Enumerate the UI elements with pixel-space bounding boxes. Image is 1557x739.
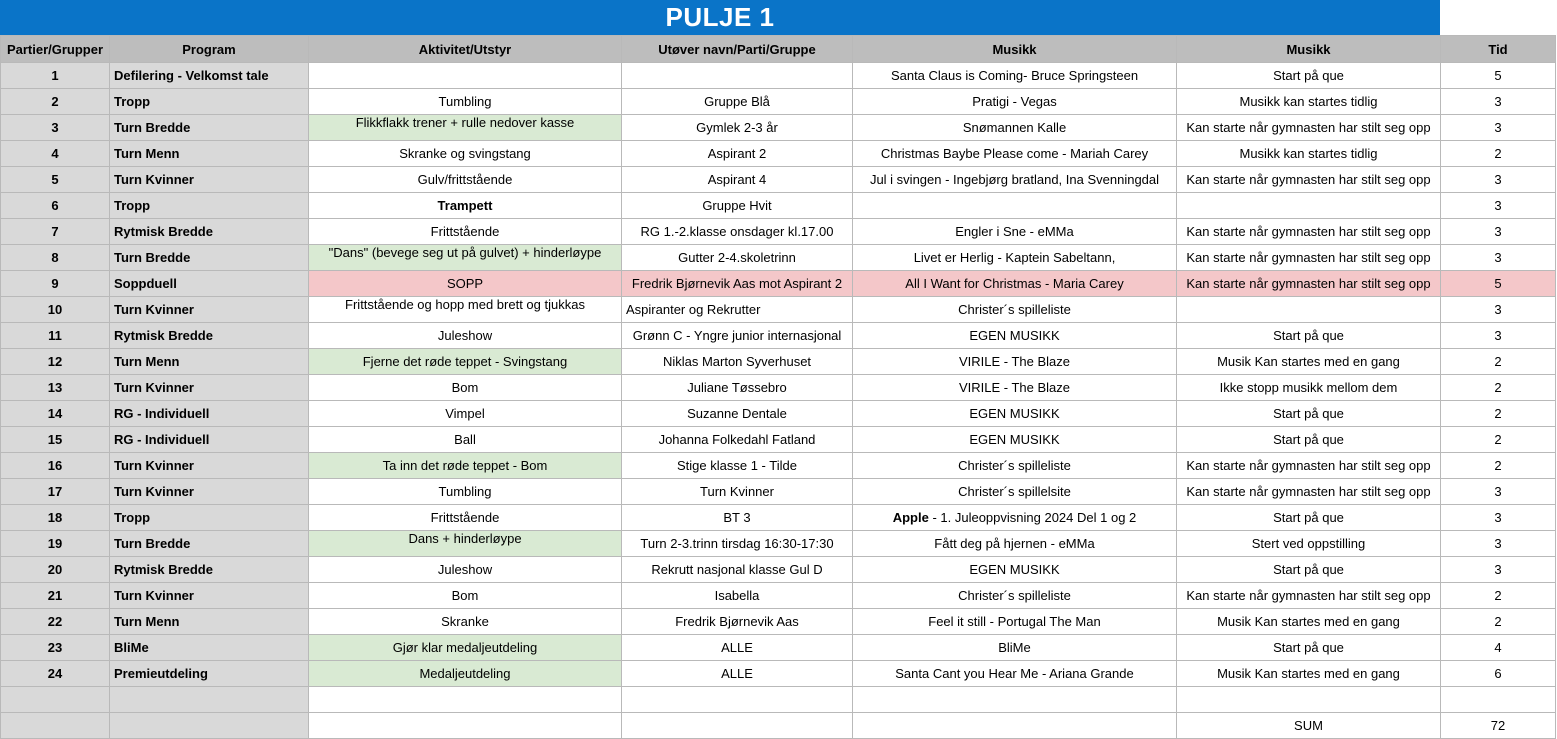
table-row bbox=[1, 401, 1556, 427]
musikk-2-cell[interactable]: Start på que bbox=[1177, 505, 1441, 531]
musikk-cell[interactable]: EGEN MUSIKK bbox=[853, 557, 1177, 583]
utover-cell[interactable]: Gymlek 2-3 år bbox=[622, 115, 853, 141]
table-row bbox=[1, 661, 1556, 687]
program-cell[interactable]: BliMe bbox=[110, 635, 309, 661]
tid-cell[interactable]: 3 bbox=[1441, 245, 1556, 271]
musikk-cell[interactable]: EGEN MUSIKK bbox=[853, 427, 1177, 453]
program-cell[interactable]: Turn Menn bbox=[110, 141, 309, 167]
header-row bbox=[1, 36, 1556, 63]
program-cell[interactable]: Turn Kvinner bbox=[110, 375, 309, 401]
musikk-cell[interactable]: Feel it still - Portugal The Man bbox=[853, 609, 1177, 635]
program-cell[interactable]: Soppduell bbox=[110, 271, 309, 297]
musikk-2-cell[interactable]: Kan starte når gymnasten har stilt seg opp bbox=[1177, 479, 1441, 505]
program-cell[interactable]: Turn Kvinner bbox=[110, 453, 309, 479]
table-row bbox=[1, 349, 1556, 375]
utover-cell[interactable]: Johanna Folkedahl Fatland bbox=[622, 427, 853, 453]
musikk-2-cell[interactable]: Stert ved oppstilling bbox=[1177, 531, 1441, 557]
tid-cell[interactable]: 3 bbox=[1441, 479, 1556, 505]
musikk-cell[interactable]: Christer´s spilleliste bbox=[853, 453, 1177, 479]
musikk-2-cell[interactable]: Musikk kan startes tidlig bbox=[1177, 141, 1441, 167]
musikk-cell[interactable]: Santa Claus is Coming- Bruce Springsteen bbox=[853, 63, 1177, 89]
musikk-2-cell[interactable]: Start på que bbox=[1177, 323, 1441, 349]
utover-cell[interactable]: Juliane Tøssebro bbox=[622, 375, 853, 401]
empty-cell[interactable] bbox=[853, 687, 1177, 713]
aktivitet-cell[interactable]: Juleshow bbox=[309, 557, 622, 583]
tid-cell[interactable]: 2 bbox=[1441, 375, 1556, 401]
row-number[interactable]: 15 bbox=[1, 427, 110, 453]
empty-cell[interactable] bbox=[622, 687, 853, 713]
aktivitet-cell[interactable]: Flikkflakk trener + rulle nedover kasse bbox=[309, 115, 622, 141]
utover-cell[interactable] bbox=[622, 63, 853, 89]
row-number[interactable]: 5 bbox=[1, 167, 110, 193]
aktivitet-cell[interactable]: Frittstående og hopp med brett og tjukkas bbox=[309, 297, 622, 323]
empty-cell[interactable] bbox=[622, 713, 853, 739]
tid-cell[interactable]: 3 bbox=[1441, 193, 1556, 219]
aktivitet-cell[interactable]: Skranke bbox=[309, 609, 622, 635]
aktivitet-cell[interactable]: Skranke og svingstang bbox=[309, 141, 622, 167]
table-row bbox=[1, 245, 1556, 271]
musikk-cell[interactable]: Christer´s spillelsite bbox=[853, 479, 1177, 505]
empty-cell[interactable] bbox=[1, 687, 110, 713]
col-header-utover[interactable]: Utøver navn/Parti/Gruppe bbox=[622, 36, 853, 63]
aktivitet-cell[interactable]: Medaljeutdeling bbox=[309, 661, 622, 687]
musikk-cell[interactable] bbox=[853, 193, 1177, 219]
utover-cell[interactable]: Aspirant 2 bbox=[622, 141, 853, 167]
col-header-musikk-2[interactable]: Musikk bbox=[1177, 36, 1441, 63]
row-number[interactable]: 16 bbox=[1, 453, 110, 479]
musikk-2-cell[interactable] bbox=[1177, 297, 1441, 323]
table-row bbox=[1, 115, 1556, 141]
row-number[interactable]: 11 bbox=[1, 323, 110, 349]
aktivitet-cell[interactable]: Bom bbox=[309, 375, 622, 401]
musikk-2-cell[interactable] bbox=[1177, 193, 1441, 219]
table-row bbox=[1, 271, 1556, 297]
aktivitet-cell[interactable]: Gulv/frittstående bbox=[309, 167, 622, 193]
table-row bbox=[1, 453, 1556, 479]
aktivitet-cell[interactable]: Bom bbox=[309, 583, 622, 609]
row-number[interactable]: 21 bbox=[1, 583, 110, 609]
utover-cell[interactable]: Aspirant 4 bbox=[622, 167, 853, 193]
table-row bbox=[1, 63, 1556, 89]
tid-cell[interactable]: 5 bbox=[1441, 63, 1556, 89]
musikk-2-cell[interactable]: Start på que bbox=[1177, 557, 1441, 583]
row-number[interactable]: 4 bbox=[1, 141, 110, 167]
program-cell[interactable]: Turn Kvinner bbox=[110, 297, 309, 323]
tid-cell[interactable]: 3 bbox=[1441, 531, 1556, 557]
program-cell[interactable]: Turn Kvinner bbox=[110, 167, 309, 193]
tid-cell[interactable]: 4 bbox=[1441, 635, 1556, 661]
musikk-cell[interactable]: Engler i Sne - eMMa bbox=[853, 219, 1177, 245]
utover-cell[interactable]: Isabella bbox=[622, 583, 853, 609]
musikk-text: - 1. Juleoppvisning 2024 Del 1 og 2 bbox=[928, 510, 1137, 525]
utover-cell[interactable]: BT 3 bbox=[622, 505, 853, 531]
aktivitet-cell[interactable]: "Dans" (bevege seg ut på gulvet) + hinderløype bbox=[309, 245, 622, 271]
sum-label[interactable]: SUM bbox=[1177, 713, 1441, 739]
utover-cell[interactable]: Gruppe Blå bbox=[622, 89, 853, 115]
tid-cell[interactable]: 6 bbox=[1441, 661, 1556, 687]
col-header-musikk[interactable]: Musikk bbox=[853, 36, 1177, 63]
tid-cell[interactable]: 2 bbox=[1441, 141, 1556, 167]
musikk-cell[interactable] bbox=[853, 505, 1177, 531]
sum-value[interactable]: 72 bbox=[1441, 713, 1556, 739]
tid-cell[interactable]: 3 bbox=[1441, 167, 1556, 193]
table-row bbox=[1, 89, 1556, 115]
musikk-2-cell[interactable]: Musik Kan startes med en gang bbox=[1177, 609, 1441, 635]
table-row bbox=[1, 479, 1556, 505]
row-number[interactable]: 19 bbox=[1, 531, 110, 557]
musikk-cell[interactable]: EGEN MUSIKK bbox=[853, 323, 1177, 349]
aktivitet-cell[interactable]: Juleshow bbox=[309, 323, 622, 349]
aktivitet-cell[interactable]: Ta inn det røde teppet - Bom bbox=[309, 453, 622, 479]
program-cell[interactable]: Tropp bbox=[110, 193, 309, 219]
row-number[interactable]: 18 bbox=[1, 505, 110, 531]
row-number[interactable]: 6 bbox=[1, 193, 110, 219]
row-number[interactable]: 10 bbox=[1, 297, 110, 323]
aktivitet-cell[interactable]: Tumbling bbox=[309, 479, 622, 505]
program-cell[interactable]: Defilering - Velkomst tale bbox=[110, 63, 309, 89]
utover-cell[interactable]: RG 1.-2.klasse onsdager kl.17.00 bbox=[622, 219, 853, 245]
musikk-2-cell[interactable]: Kan starte når gymnasten har stilt seg opp bbox=[1177, 167, 1441, 193]
musikk-cell[interactable]: Snømannen Kalle bbox=[853, 115, 1177, 141]
tid-cell[interactable]: 3 bbox=[1441, 89, 1556, 115]
program-cell[interactable]: RG - Individuell bbox=[110, 401, 309, 427]
aktivitet-cell[interactable]: Dans + hinderløype bbox=[309, 531, 622, 557]
tid-cell[interactable]: 2 bbox=[1441, 453, 1556, 479]
musikk-2-cell[interactable]: Kan starte når gymnasten har stilt seg opp bbox=[1177, 219, 1441, 245]
musikk-2-cell[interactable]: Kan starte når gymnasten har stilt seg opp bbox=[1177, 115, 1441, 141]
row-number[interactable]: 12 bbox=[1, 349, 110, 375]
program-cell[interactable]: Turn Menn bbox=[110, 349, 309, 375]
empty-cell[interactable] bbox=[1441, 687, 1556, 713]
table-row bbox=[1, 323, 1556, 349]
musikk-2-cell[interactable]: Start på que bbox=[1177, 635, 1441, 661]
aktivitet-cell[interactable]: Tumbling bbox=[309, 89, 622, 115]
musikk-cell[interactable]: Christer´s spilleliste bbox=[853, 583, 1177, 609]
utover-cell[interactable]: Niklas Marton Syverhuset bbox=[622, 349, 853, 375]
musikk-cell[interactable]: Santa Cant you Hear Me - Ariana Grande bbox=[853, 661, 1177, 687]
musikk-cell[interactable]: Livet er Herlig - Kaptein Sabeltann, bbox=[853, 245, 1177, 271]
musikk-2-cell[interactable]: Musik Kan startes med en gang bbox=[1177, 661, 1441, 687]
program-cell[interactable]: Tropp bbox=[110, 89, 309, 115]
table-row bbox=[1, 193, 1556, 219]
tid-cell[interactable]: 2 bbox=[1441, 349, 1556, 375]
utover-cell[interactable]: Suzanne Dentale bbox=[622, 401, 853, 427]
empty-cell[interactable] bbox=[309, 687, 622, 713]
row-number[interactable]: 24 bbox=[1, 661, 110, 687]
sheet-title: PULJE 1 bbox=[0, 0, 1440, 35]
row-number[interactable]: 9 bbox=[1, 271, 110, 297]
musikk-cell[interactable]: VIRILE - The Blaze bbox=[853, 375, 1177, 401]
tid-cell[interactable]: 2 bbox=[1441, 427, 1556, 453]
utover-cell[interactable]: Grønn C - Yngre junior internasjonal bbox=[622, 323, 853, 349]
program-cell[interactable]: Turn Bredde bbox=[110, 531, 309, 557]
aktivitet-cell[interactable]: Frittstående bbox=[309, 219, 622, 245]
utover-cell[interactable]: Turn Kvinner bbox=[622, 479, 853, 505]
table-row bbox=[1, 167, 1556, 193]
program-cell[interactable]: Turn Kvinner bbox=[110, 583, 309, 609]
table-row bbox=[1, 635, 1556, 661]
col-header-program[interactable]: Program bbox=[110, 36, 309, 63]
aktivitet-cell[interactable]: SOPP bbox=[309, 271, 622, 297]
col-header-tid[interactable]: Tid bbox=[1441, 36, 1556, 63]
tid-cell[interactable]: 2 bbox=[1441, 609, 1556, 635]
utover-cell[interactable]: Fredrik Bjørnevik Aas mot Aspirant 2 bbox=[622, 271, 853, 297]
musikk-2-cell[interactable]: Start på que bbox=[1177, 401, 1441, 427]
table-row bbox=[1, 583, 1556, 609]
row-number[interactable]: 23 bbox=[1, 635, 110, 661]
aktivitet-cell[interactable] bbox=[309, 63, 622, 89]
musikk-cell[interactable]: Fått deg på hjernen - eMMa bbox=[853, 531, 1177, 557]
program-cell[interactable]: Rytmisk Bredde bbox=[110, 323, 309, 349]
row-number[interactable]: 8 bbox=[1, 245, 110, 271]
aktivitet-cell[interactable]: Ball bbox=[309, 427, 622, 453]
row-number[interactable]: 3 bbox=[1, 115, 110, 141]
musikk-2-cell[interactable]: Kan starte når gymnasten har stilt seg opp bbox=[1177, 583, 1441, 609]
table-row bbox=[1, 531, 1556, 557]
row-number[interactable]: 7 bbox=[1, 219, 110, 245]
utover-cell[interactable]: Stige klasse 1 - Tilde bbox=[622, 453, 853, 479]
table-row bbox=[1, 297, 1556, 323]
musikk-cell[interactable]: Jul i svingen - Ingebjørg bratland, Ina Svenningdal bbox=[853, 167, 1177, 193]
program-cell[interactable]: Premieutdeling bbox=[110, 661, 309, 687]
program-cell[interactable]: Turn Bredde bbox=[110, 115, 309, 141]
row-number[interactable]: 1 bbox=[1, 63, 110, 89]
tid-cell[interactable]: 3 bbox=[1441, 505, 1556, 531]
row-number[interactable]: 2 bbox=[1, 89, 110, 115]
tid-cell[interactable]: 3 bbox=[1441, 219, 1556, 245]
musikk-cell[interactable]: Christer´s spilleliste bbox=[853, 297, 1177, 323]
tid-cell[interactable]: 3 bbox=[1441, 557, 1556, 583]
program-cell[interactable]: Rytmisk Bredde bbox=[110, 557, 309, 583]
empty-cell[interactable] bbox=[309, 713, 622, 739]
musikk-2-cell[interactable]: Start på que bbox=[1177, 427, 1441, 453]
utover-cell[interactable]: Turn 2-3.trinn tirsdag 16:30-17:30 bbox=[622, 531, 853, 557]
schedule-table bbox=[0, 35, 1556, 739]
program-cell[interactable]: Rytmisk Bredde bbox=[110, 219, 309, 245]
empty-cell[interactable] bbox=[1177, 687, 1441, 713]
empty-cell[interactable] bbox=[853, 713, 1177, 739]
utover-cell[interactable]: ALLE bbox=[622, 635, 853, 661]
musikk-2-cell[interactable]: Start på que bbox=[1177, 63, 1441, 89]
musikk-cell[interactable]: All I Want for Christmas - Maria Carey bbox=[853, 271, 1177, 297]
program-cell[interactable]: RG - Individuell bbox=[110, 427, 309, 453]
col-header-partier[interactable]: Partier/Grupper bbox=[1, 36, 110, 63]
musikk-2-cell[interactable]: Kan starte når gymnasten har stilt seg opp bbox=[1177, 453, 1441, 479]
row-number[interactable]: 22 bbox=[1, 609, 110, 635]
sum-row bbox=[1, 713, 1556, 739]
aktivitet-cell[interactable]: Vimpel bbox=[309, 401, 622, 427]
table-row bbox=[1, 219, 1556, 245]
row-number[interactable]: 13 bbox=[1, 375, 110, 401]
row-number[interactable]: 14 bbox=[1, 401, 110, 427]
row-number[interactable]: 20 bbox=[1, 557, 110, 583]
table-row bbox=[1, 505, 1556, 531]
aktivitet-cell[interactable]: Frittstående bbox=[309, 505, 622, 531]
utover-cell[interactable]: Aspiranter og Rekrutter bbox=[622, 297, 853, 323]
table-row bbox=[1, 141, 1556, 167]
musikk-cell[interactable]: VIRILE - The Blaze bbox=[853, 349, 1177, 375]
musikk-2-cell[interactable]: Ikke stopp musikk mellom dem bbox=[1177, 375, 1441, 401]
tid-cell[interactable]: 2 bbox=[1441, 401, 1556, 427]
row-number[interactable]: 17 bbox=[1, 479, 110, 505]
col-header-aktivitet[interactable]: Aktivitet/Utstyr bbox=[309, 36, 622, 63]
musikk-cell[interactable]: EGEN MUSIKK bbox=[853, 401, 1177, 427]
program-cell[interactable]: Turn Menn bbox=[110, 609, 309, 635]
utover-cell[interactable]: Gruppe Hvit bbox=[622, 193, 853, 219]
empty-cell[interactable] bbox=[1, 713, 110, 739]
tid-cell[interactable]: 5 bbox=[1441, 271, 1556, 297]
musikk-2-cell[interactable]: Kan starte når gymnasten har stilt seg opp bbox=[1177, 271, 1441, 297]
tid-cell[interactable]: 3 bbox=[1441, 297, 1556, 323]
table-row bbox=[1, 557, 1556, 583]
aktivitet-cell[interactable]: Fjerne det røde teppet - Svingstang bbox=[309, 349, 622, 375]
program-cell[interactable]: Turn Bredde bbox=[110, 245, 309, 271]
musikk-cell[interactable]: BliMe bbox=[853, 635, 1177, 661]
musikk-2-cell[interactable]: Kan starte når gymnasten har stilt seg opp bbox=[1177, 245, 1441, 271]
table-row bbox=[1, 375, 1556, 401]
musikk-cell[interactable]: Pratigi - Vegas bbox=[853, 89, 1177, 115]
utover-cell[interactable]: ALLE bbox=[622, 661, 853, 687]
aktivitet-cell[interactable]: Gjør klar medaljeutdeling bbox=[309, 635, 622, 661]
aktivitet-cell[interactable]: Trampett bbox=[309, 193, 622, 219]
program-cell[interactable]: Tropp bbox=[110, 505, 309, 531]
tid-cell[interactable]: 3 bbox=[1441, 115, 1556, 141]
utover-cell[interactable]: Rekrutt nasjonal klasse Gul D bbox=[622, 557, 853, 583]
empty-row bbox=[1, 687, 1556, 713]
tid-cell[interactable]: 3 bbox=[1441, 323, 1556, 349]
table-row bbox=[1, 427, 1556, 453]
program-cell[interactable]: Turn Kvinner bbox=[110, 479, 309, 505]
empty-cell[interactable] bbox=[110, 713, 309, 739]
tid-cell[interactable]: 2 bbox=[1441, 583, 1556, 609]
utover-cell[interactable]: Gutter 2-4.skoletrinn bbox=[622, 245, 853, 271]
musikk-cell[interactable]: Christmas Baybe Please come - Mariah Carey bbox=[853, 141, 1177, 167]
musikk-bold-text: Apple bbox=[892, 510, 929, 525]
musikk-2-cell[interactable]: Musikk kan startes tidlig bbox=[1177, 89, 1441, 115]
utover-cell[interactable]: Fredrik Bjørnevik Aas bbox=[622, 609, 853, 635]
empty-cell[interactable] bbox=[110, 687, 309, 713]
table-row bbox=[1, 609, 1556, 635]
musikk-2-cell[interactable]: Musik Kan startes med en gang bbox=[1177, 349, 1441, 375]
